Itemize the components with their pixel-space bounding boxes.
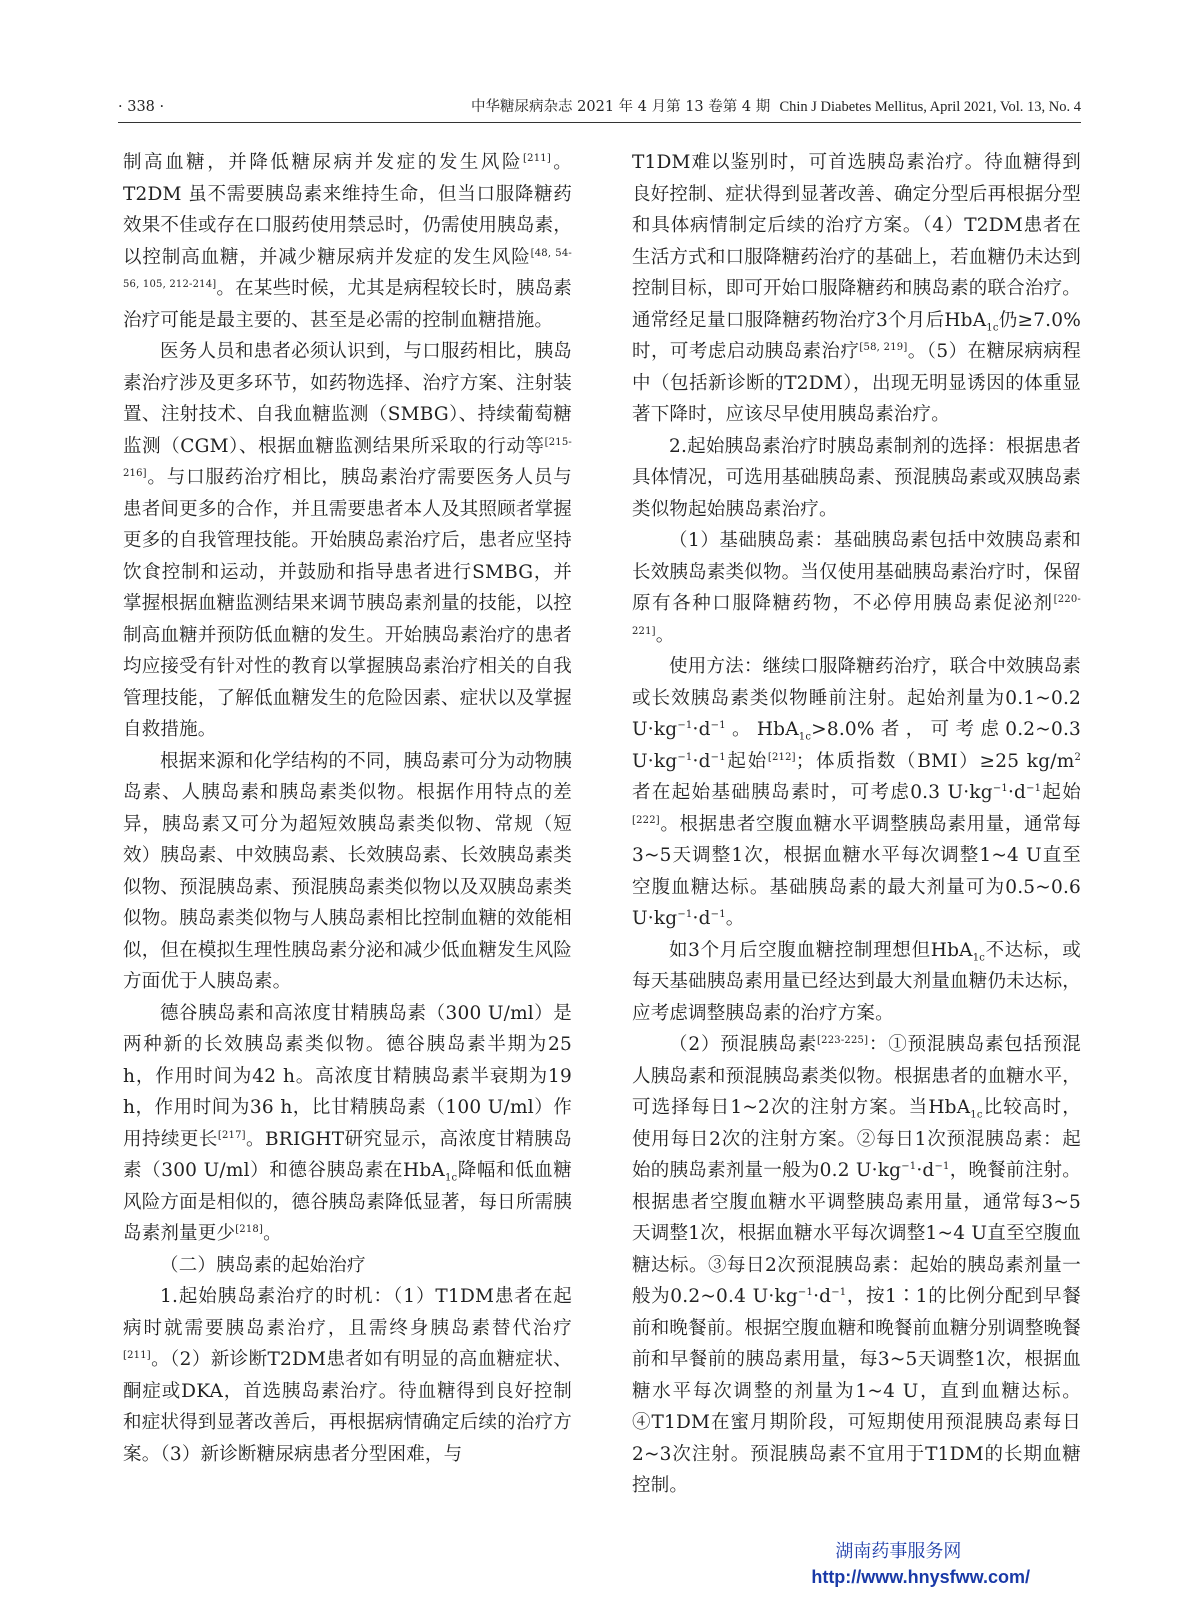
watermark xyxy=(811,1540,1030,1590)
text-run: 仍≥7.0%时，可考虑启动胰岛素治疗 xyxy=(632,309,1082,362)
text-run: 使用方法：继续口服降糖药治疗，联合中效胰岛素或长效胰岛素类似物睡前注射。起始剂量为0.1~0.2 U·kg xyxy=(632,656,1081,740)
paragraph xyxy=(632,935,1081,1030)
text-run: 。 xyxy=(263,1223,282,1244)
watermark-url: http://www.hnysfww.com/ xyxy=(811,1567,1030,1587)
superscript: −1 xyxy=(710,751,726,763)
superscript: −1 xyxy=(797,1286,814,1298)
paragraph xyxy=(123,1281,572,1470)
citation: [211] xyxy=(123,1349,151,1361)
citation: [58, 219] xyxy=(859,341,908,353)
text-run: ，按1∶1的比例分配到早餐前和晚餐前。根据空腹血糖和晚餐前血糖分别调整晚餐前和早餐前的胰岛素用量，每3~5天调整1次，根据血糖水平每次调整的剂量为1~4 U，直到血糖达标。④T1DM在蜜月期阶段，可短期使用预混胰岛素每日2~3次注射。预混胰岛素不宜用于T1DM的长期血糖控制。 xyxy=(632,1286,1081,1496)
text-run: 起始 xyxy=(1041,782,1081,803)
text-run: ·d xyxy=(692,908,711,929)
paragraph xyxy=(123,147,572,336)
citation: [48, 54-56, 105, 212-214] xyxy=(123,247,573,290)
paragraph xyxy=(632,147,1081,431)
right-column xyxy=(632,147,1081,1502)
running-header xyxy=(118,94,1081,123)
text-run: ；体质指数（BMI）≥25 kg/m xyxy=(795,750,1075,772)
paragraph xyxy=(123,998,572,1250)
text-run: 。（2）新诊断T2DM患者如有明显的高血糖症状、酮症或DKA，首选胰岛素治疗。待血糖得到良好控制和症状得到显著改善后，再根据病情确定后续的治疗方案。（3）新诊断糖尿病患者分型困难，与 xyxy=(123,1349,572,1465)
superscript: −1 xyxy=(677,719,693,731)
citation: [222] xyxy=(632,814,660,826)
text-run: 德谷胰岛素和高浓度甘精胰岛素（300 U/ml）是两种新的长效胰岛素类似物。德谷胰岛素半期为25 h，作用时间为42 h。高浓度甘精胰岛素半衰期为19 h，作用时间为36 h，比甘精胰岛素（100 U/ml）作用持续更长 xyxy=(123,1002,572,1150)
section-heading: （二）胰岛素的起始治疗 xyxy=(160,1254,366,1276)
text-run: ·d xyxy=(692,750,711,772)
watermark-site-name: 湖南药事服务网 xyxy=(835,1541,962,1562)
paragraph: 根据来源和化学结构的不同，胰岛素可分为动物胰岛素、人胰岛素和胰岛素类似物。根据作用特点的差异，胰岛素又可分为超短效胰岛素类似物、常规（短效）胰岛素、中效胰岛素、长效胰岛素、长效胰岛素类似物、预混胰岛素、预混胰岛素类似物以及双胰岛素类似物。胰岛素类似物与人胰岛素相比控制血糖的效能相似，但在模拟生理性胰岛素分泌和减少低血糖发生风险方面优于人胰岛素。 xyxy=(123,750,572,992)
text-run: 。在某些时候，尤其是病程较长时，胰岛素治疗可能是最主要的、甚至是必需的控制血糖措施。 xyxy=(123,278,572,331)
text-run: 。根据患者空腹血糖水平调整胰岛素用量，通常每3~5天调整1次，根据血糖水平每次调整1~4 U直至空腹血糖达标。基础胰岛素的最大剂量可为0.5~0.6 U·kg xyxy=(632,813,1081,929)
superscript: −1 xyxy=(677,751,693,763)
text-run: 起始 xyxy=(725,750,768,772)
text-run: 。BRIGHT研究显示，高浓度甘精胰岛素（300 U/ml）和德谷胰岛素在HbA xyxy=(123,1128,572,1181)
superscript: −1 xyxy=(992,782,1008,794)
citation: [217] xyxy=(217,1129,246,1141)
subscript: 1c xyxy=(970,1109,983,1121)
text-run: （1）基础胰岛素：基础胰岛素包括中效胰岛素和长效胰岛素类似物。当仅使用基础胰岛素治疗时，保留原有各种口服降糖药物，不必停用胰岛素促泌剂 xyxy=(632,530,1081,614)
text-run: 不达标，或每天基础胰岛素用量已经达到最大剂量血糖仍未达标，应考虑调整胰岛素的治疗方案。 xyxy=(632,939,1081,1024)
page-number: · 338 · xyxy=(118,99,165,115)
text-run: T1DM难以鉴别时，可首选胰岛素治疗。待血糖得到良好控制、症状得到显著改善、确定分型后再根据分型和具体病情制定后续的治疗方案。（4）T2DM患者在生活方式和口服降糖药治疗的基础上，若血糖仍未达到控制目标，即可开始口服降糖药和胰岛素的联合治疗。通常经足量口服降糖药物治疗3个月后HbA xyxy=(632,152,1081,331)
superscript: −1 xyxy=(934,1160,950,1172)
subscript: 1c xyxy=(986,322,999,334)
superscript: 2 xyxy=(1074,751,1081,763)
citation: [215-216] xyxy=(123,436,572,479)
citation: [220-221] xyxy=(632,593,1081,637)
citation: [223-225] xyxy=(817,1034,869,1046)
text-run: 。 xyxy=(655,624,675,646)
superscript: −1 xyxy=(677,908,693,920)
journal-title-cn: 中华糖尿病杂志 2021 年 4 月第 13 卷第 4 期 xyxy=(471,99,771,115)
paragraph xyxy=(632,525,1081,651)
paragraph xyxy=(632,1029,1081,1502)
text-run: ·d xyxy=(692,719,711,740)
journal-title-en: Chin J Diabetes Mellitus, April 2021, Vol. 13, No. 4 xyxy=(779,99,1081,115)
citation: [212] xyxy=(767,751,796,763)
text-run: ·d xyxy=(813,1286,832,1307)
text-run: 比较高时，使用每日2次的注射方案。②每日1次预混胰岛素：起始的胰岛素剂量一般为0.2 U·kg xyxy=(632,1097,1081,1181)
text-run: ，晚餐前注射。根据患者空腹血糖水平调整胰岛素用量，通常每3~5天调整1次，根据血糖水平每次调整1~4 U直至空腹血糖达标。③每日2次预混胰岛素：起始的胰岛素剂量一般为0.2~0.4 U·kg xyxy=(632,1160,1081,1307)
citation: [218] xyxy=(235,1223,264,1235)
subscript: 1c xyxy=(444,1172,458,1184)
citation: [211] xyxy=(523,152,551,164)
text-run: 。（5）在糖尿病病程中（包括新诊断的T2DM），出现无明显诱因的体重显著下降时，应该尽早使用胰岛素治疗。 xyxy=(632,341,1081,425)
text-run: 。 xyxy=(725,908,745,929)
text-run: 如3个月后空腹血糖控制理想但HbA xyxy=(669,939,973,961)
paragraph: 2.起始胰岛素治疗时胰岛素制剂的选择：根据患者具体情况，可选用基础胰岛素、预混胰岛素或双胰岛素类似物起始胰岛素治疗。 xyxy=(632,435,1081,520)
text-run: 者在起始基础胰岛素时，可考虑0.3 U·kg xyxy=(632,782,993,803)
text-run: >8.0%者，可考虑0.2~0.3 U·kg xyxy=(632,719,1082,772)
journal-citation xyxy=(471,94,1081,120)
text-run: 。HbA xyxy=(725,719,799,740)
text-run: 医务人员和患者必须认识到，与口服药相比，胰岛素治疗涉及更多环节，如药物选择、治疗方案、注射装置、注射技术、自我血糖监测（SMBG）、持续葡萄糖监测（CGM）、根据血糖监测结果所采取的行动等 xyxy=(123,341,572,457)
subscript: 1c xyxy=(798,731,812,743)
text-run: 。T2DM 虽不需要胰岛素来维持生命，但当口服降糖药效果不佳或存在口服药使用禁忌时，仍需使用胰岛素，以控制高血糖，并减少糖尿病并发症的发生风险 xyxy=(123,152,572,268)
subscript: 1c xyxy=(972,952,986,964)
text-run: ·d xyxy=(1007,782,1027,803)
paragraph xyxy=(123,336,572,746)
text-run: 降幅和低血糖风险方面是相似的，德谷胰岛素降低显著，每日所需胰岛素剂量更少 xyxy=(123,1160,572,1244)
text-run: （2）预混胰岛素 xyxy=(669,1034,818,1055)
text-run: ·d xyxy=(916,1160,935,1181)
text-run: ：①预混胰岛素包括预混人胰岛素和预混胰岛素类似物。根据患者的血糖水平，可选择每日1~2次的注射方案。当HbA xyxy=(632,1034,1082,1118)
superscript: −1 xyxy=(710,719,726,731)
left-column xyxy=(123,147,572,1470)
text-run: 1.起始胰岛素治疗的时机：（1）T1DM患者在起病时就需要胰岛素治疗，且需终身胰岛素替代治疗 xyxy=(123,1286,572,1339)
text-run: 。与口服药治疗相比，胰岛素治疗需要医务人员与患者间更多的合作，并且需要患者本人及其照顾者掌握更多的自我管理技能。开始胰岛素治疗后，患者应坚持饮食控制和运动，并鼓励和指导患者进行SMBG，并掌握根据血糖监测结果来调节胰岛素剂量的技能，以控制高血糖并预防低血糖的发生。开始胰岛素治疗的患者均应接受有针对性的教育以掌握胰岛素治疗相关的自我管理技能，了解低血糖发生的危险因素、症状以及掌握自救措施。 xyxy=(123,467,572,740)
superscript: −1 xyxy=(901,1160,917,1172)
superscript: −1 xyxy=(1026,782,1042,794)
superscript: −1 xyxy=(710,908,726,920)
text-run: 制高血糖，并降低糖尿病并发症的发生风险 xyxy=(123,152,524,173)
paragraph xyxy=(632,651,1081,935)
superscript: −1 xyxy=(831,1286,847,1298)
